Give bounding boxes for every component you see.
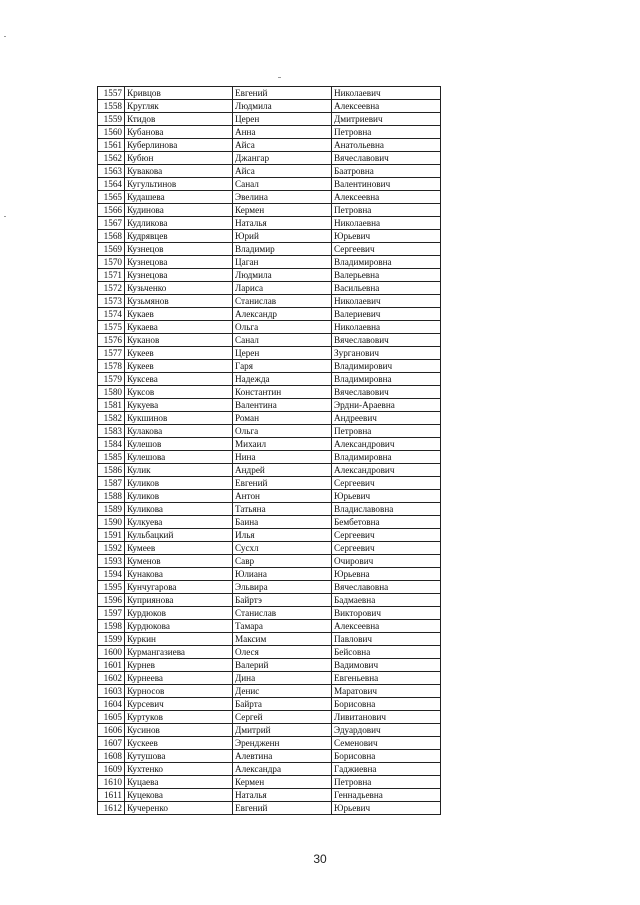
first-name-cell: Андрей: [233, 464, 332, 477]
row-number-cell: 1597: [98, 607, 125, 620]
table-row: [98, 763, 441, 776]
patronymic-cell: Евгеньевна: [332, 672, 441, 685]
surname-cell: Куцаева: [125, 776, 233, 789]
row-number-cell: 1608: [98, 750, 125, 763]
surname-cell: Кругляк: [125, 100, 233, 113]
first-name-cell: Джангар: [233, 152, 332, 165]
patronymic-cell: Николаевич: [332, 295, 441, 308]
table-row: [98, 139, 441, 152]
row-number-cell: 1576: [98, 334, 125, 347]
first-name-cell: Татьяна: [233, 503, 332, 516]
table-row: [98, 646, 441, 659]
row-number-cell: 1607: [98, 737, 125, 750]
row-number-cell: 1585: [98, 451, 125, 464]
table-row: [98, 269, 441, 282]
table-row: [98, 633, 441, 646]
first-name-cell: Надежда: [233, 373, 332, 386]
table-row: [98, 425, 441, 438]
first-name-cell: Евгений: [233, 802, 332, 815]
table-row: [98, 360, 441, 373]
patronymic-cell: Сергеевич: [332, 477, 441, 490]
table-row: [98, 581, 441, 594]
first-name-cell: Айса: [233, 139, 332, 152]
row-number-cell: 1589: [98, 503, 125, 516]
table-row: [98, 464, 441, 477]
first-name-cell: Илья: [233, 529, 332, 542]
table-row: [98, 542, 441, 555]
surname-cell: Кулешова: [125, 451, 233, 464]
patronymic-cell: Юрьевич: [332, 490, 441, 503]
table-row: [98, 438, 441, 451]
patronymic-cell: Вячеславовна: [332, 581, 441, 594]
patronymic-cell: Юрьевна: [332, 568, 441, 581]
row-number-cell: 1558: [98, 100, 125, 113]
row-number-cell: 1568: [98, 230, 125, 243]
surname-cell: Кукаева: [125, 321, 233, 334]
table-row: [98, 191, 441, 204]
surname-cell: Курнев: [125, 659, 233, 672]
table-row: [98, 334, 441, 347]
surname-cell: Куликова: [125, 503, 233, 516]
row-number-cell: 1580: [98, 386, 125, 399]
first-name-cell: Максим: [233, 633, 332, 646]
patronymic-cell: Сергеевич: [332, 542, 441, 555]
patronymic-cell: Маратович: [332, 685, 441, 698]
patronymic-cell: Андреевич: [332, 412, 441, 425]
row-number-cell: 1592: [98, 542, 125, 555]
surname-cell: Кудрявцев: [125, 230, 233, 243]
first-name-cell: Санал: [233, 178, 332, 191]
patronymic-cell: Владиславовна: [332, 503, 441, 516]
first-name-cell: Тамара: [233, 620, 332, 633]
row-number-cell: 1610: [98, 776, 125, 789]
patronymic-cell: Вадимович: [332, 659, 441, 672]
row-number-cell: 1573: [98, 295, 125, 308]
patronymic-cell: Ливитанович: [332, 711, 441, 724]
row-number-cell: 1566: [98, 204, 125, 217]
first-name-cell: Байртэ: [233, 594, 332, 607]
row-number-cell: 1577: [98, 347, 125, 360]
first-name-cell: Юлиана: [233, 568, 332, 581]
surname-cell: Кукеев: [125, 347, 233, 360]
patronymic-cell: Владимировна: [332, 256, 441, 269]
surname-cell: Кудинова: [125, 204, 233, 217]
first-name-cell: Баина: [233, 516, 332, 529]
table-row: [98, 802, 441, 815]
scan-speck: [278, 77, 281, 78]
table-row: [98, 516, 441, 529]
surname-cell: Кузнецова: [125, 256, 233, 269]
surname-cell: Кудашева: [125, 191, 233, 204]
row-number-cell: 1609: [98, 763, 125, 776]
surname-cell: Кульбацкий: [125, 529, 233, 542]
table-row: [98, 373, 441, 386]
patronymic-cell: Петровна: [332, 425, 441, 438]
surname-cell: Кускеев: [125, 737, 233, 750]
patronymic-cell: Петровна: [332, 126, 441, 139]
surname-cell: Кугультинов: [125, 178, 233, 191]
first-name-cell: Анна: [233, 126, 332, 139]
first-name-cell: Денис: [233, 685, 332, 698]
row-number-cell: 1564: [98, 178, 125, 191]
row-number-cell: 1611: [98, 789, 125, 802]
surname-cell: Курнеева: [125, 672, 233, 685]
row-number-cell: 1579: [98, 373, 125, 386]
row-number-cell: 1601: [98, 659, 125, 672]
first-name-cell: Валентина: [233, 399, 332, 412]
table-row: [98, 789, 441, 802]
surname-cell: Курсевич: [125, 698, 233, 711]
row-number-cell: 1599: [98, 633, 125, 646]
row-number-cell: 1559: [98, 113, 125, 126]
row-number-cell: 1562: [98, 152, 125, 165]
patronymic-cell: Александрович: [332, 438, 441, 451]
row-number-cell: 1581: [98, 399, 125, 412]
surname-cell: Куркин: [125, 633, 233, 646]
table-row: [98, 607, 441, 620]
patronymic-cell: Геннадьевна: [332, 789, 441, 802]
table-row: [98, 672, 441, 685]
table-row: [98, 737, 441, 750]
first-name-cell: Савр: [233, 555, 332, 568]
patronymic-cell: Анатольевна: [332, 139, 441, 152]
row-number-cell: 1563: [98, 165, 125, 178]
row-number-cell: 1588: [98, 490, 125, 503]
table-row: [98, 620, 441, 633]
first-name-cell: Санал: [233, 334, 332, 347]
surname-cell: Кукуева: [125, 399, 233, 412]
patronymic-cell: Николаевна: [332, 321, 441, 334]
first-name-cell: Сусхл: [233, 542, 332, 555]
table-row: [98, 256, 441, 269]
patronymic-cell: Зурганович: [332, 347, 441, 360]
table-row: [98, 230, 441, 243]
surname-cell: Кузнецова: [125, 269, 233, 282]
table-row: [98, 555, 441, 568]
row-number-cell: 1569: [98, 243, 125, 256]
row-number-cell: 1575: [98, 321, 125, 334]
row-number-cell: 1571: [98, 269, 125, 282]
patronymic-cell: Александрович: [332, 464, 441, 477]
table-row: [98, 295, 441, 308]
patronymic-cell: Дмитриевич: [332, 113, 441, 126]
surname-cell: Курдюков: [125, 607, 233, 620]
first-name-cell: Валерий: [233, 659, 332, 672]
first-name-cell: Людмила: [233, 100, 332, 113]
row-number-cell: 1598: [98, 620, 125, 633]
row-number-cell: 1586: [98, 464, 125, 477]
first-name-cell: Ольга: [233, 425, 332, 438]
first-name-cell: Константин: [233, 386, 332, 399]
surname-cell: Кривцов: [125, 87, 233, 100]
table-row: [98, 152, 441, 165]
table-row: [98, 178, 441, 191]
surname-cell: Курносов: [125, 685, 233, 698]
table-row: [98, 529, 441, 542]
surname-cell: Кулик: [125, 464, 233, 477]
row-number-cell: 1587: [98, 477, 125, 490]
patronymic-cell: Бейсовна: [332, 646, 441, 659]
patronymic-cell: Борисовна: [332, 750, 441, 763]
table-row: [98, 165, 441, 178]
first-name-cell: Дмитрий: [233, 724, 332, 737]
patronymic-cell: Вячеславович: [332, 386, 441, 399]
surname-cell: Куликов: [125, 490, 233, 503]
patronymic-cell: Валентинович: [332, 178, 441, 191]
first-name-cell: Кермен: [233, 204, 332, 217]
surname-cell: Кудликова: [125, 217, 233, 230]
first-name-cell: Евгений: [233, 87, 332, 100]
surname-cell: Кукеев: [125, 360, 233, 373]
patronymic-cell: Павлович: [332, 633, 441, 646]
patronymic-cell: Сергеевич: [332, 529, 441, 542]
first-name-cell: Роман: [233, 412, 332, 425]
surname-cell: Куканов: [125, 334, 233, 347]
table-row: [98, 204, 441, 217]
surname-cell: Кухтенко: [125, 763, 233, 776]
first-name-cell: Эрендженн: [233, 737, 332, 750]
roster-table-body: [98, 87, 441, 815]
first-name-cell: Евгений: [233, 477, 332, 490]
surname-cell: Куменов: [125, 555, 233, 568]
surname-cell: Кузнецов: [125, 243, 233, 256]
table-row: [98, 347, 441, 360]
patronymic-cell: Юрьевич: [332, 230, 441, 243]
patronymic-cell: Юрьевич: [332, 802, 441, 815]
row-number-cell: 1604: [98, 698, 125, 711]
patronymic-cell: Бадмаевна: [332, 594, 441, 607]
first-name-cell: Олеся: [233, 646, 332, 659]
row-number-cell: 1560: [98, 126, 125, 139]
row-number-cell: 1567: [98, 217, 125, 230]
patronymic-cell: Борисовна: [332, 698, 441, 711]
table-row: [98, 282, 441, 295]
first-name-cell: Цаган: [233, 256, 332, 269]
surname-cell: Курмангазиева: [125, 646, 233, 659]
row-number-cell: 1565: [98, 191, 125, 204]
first-name-cell: Эльвира: [233, 581, 332, 594]
first-name-cell: Кермен: [233, 776, 332, 789]
row-number-cell: 1602: [98, 672, 125, 685]
patronymic-cell: Вячеславович: [332, 334, 441, 347]
patronymic-cell: Владимировна: [332, 451, 441, 464]
surname-cell: Ктидов: [125, 113, 233, 126]
surname-cell: Кукаев: [125, 308, 233, 321]
first-name-cell: Нина: [233, 451, 332, 464]
surname-cell: Кунчугарова: [125, 581, 233, 594]
table-row: [98, 711, 441, 724]
surname-cell: Кубанова: [125, 126, 233, 139]
row-number-cell: 1591: [98, 529, 125, 542]
row-number-cell: 1596: [98, 594, 125, 607]
surname-cell: Курдюкова: [125, 620, 233, 633]
first-name-cell: Наталья: [233, 789, 332, 802]
row-number-cell: 1612: [98, 802, 125, 815]
row-number-cell: 1595: [98, 581, 125, 594]
first-name-cell: Наталья: [233, 217, 332, 230]
patronymic-cell: Николаевна: [332, 217, 441, 230]
first-name-cell: Дина: [233, 672, 332, 685]
first-name-cell: Станислав: [233, 607, 332, 620]
surname-cell: Кумеев: [125, 542, 233, 555]
patronymic-cell: Гаджиевна: [332, 763, 441, 776]
surname-cell: Куртуков: [125, 711, 233, 724]
patronymic-cell: Петровна: [332, 204, 441, 217]
table-row: [98, 321, 441, 334]
first-name-cell: Станислав: [233, 295, 332, 308]
row-number-cell: 1582: [98, 412, 125, 425]
row-number-cell: 1584: [98, 438, 125, 451]
row-number-cell: 1606: [98, 724, 125, 737]
page-number: 30: [313, 852, 327, 866]
surname-cell: Кулешов: [125, 438, 233, 451]
row-number-cell: 1557: [98, 87, 125, 100]
first-name-cell: Сергей: [233, 711, 332, 724]
surname-cell: Куксева: [125, 373, 233, 386]
row-number-cell: 1583: [98, 425, 125, 438]
surname-cell: Кузьченко: [125, 282, 233, 295]
patronymic-cell: Валерьевна: [332, 269, 441, 282]
surname-cell: Куцекова: [125, 789, 233, 802]
surname-cell: Куприянова: [125, 594, 233, 607]
table-row: [98, 594, 441, 607]
patronymic-cell: Семенович: [332, 737, 441, 750]
patronymic-cell: Васильевна: [332, 282, 441, 295]
table-row: [98, 503, 441, 516]
first-name-cell: Айса: [233, 165, 332, 178]
scan-speck: [4, 36, 6, 37]
table-row: [98, 477, 441, 490]
surname-cell: Куликов: [125, 477, 233, 490]
row-number-cell: 1603: [98, 685, 125, 698]
patronymic-cell: Эрдни-Араевна: [332, 399, 441, 412]
first-name-cell: Владимир: [233, 243, 332, 256]
patronymic-cell: Алексеевна: [332, 191, 441, 204]
patronymic-cell: Баатровна: [332, 165, 441, 178]
first-name-cell: Людмила: [233, 269, 332, 282]
table-row: [98, 87, 441, 100]
first-name-cell: Гаря: [233, 360, 332, 373]
patronymic-cell: Алексеевна: [332, 100, 441, 113]
row-number-cell: 1593: [98, 555, 125, 568]
first-name-cell: Александр: [233, 308, 332, 321]
patronymic-cell: Бембетовна: [332, 516, 441, 529]
table-row: [98, 100, 441, 113]
roster-table: [97, 86, 441, 815]
first-name-cell: Михаил: [233, 438, 332, 451]
table-row: [98, 113, 441, 126]
row-number-cell: 1561: [98, 139, 125, 152]
surname-cell: Кукшинов: [125, 412, 233, 425]
table-row: [98, 126, 441, 139]
first-name-cell: Эвелина: [233, 191, 332, 204]
patronymic-cell: Валериевич: [332, 308, 441, 321]
patronymic-cell: Владимирович: [332, 360, 441, 373]
surname-cell: Кучеренко: [125, 802, 233, 815]
scan-speck: [4, 216, 6, 217]
patronymic-cell: Алексеевна: [332, 620, 441, 633]
table-row: [98, 568, 441, 581]
first-name-cell: Ольга: [233, 321, 332, 334]
row-number-cell: 1570: [98, 256, 125, 269]
first-name-cell: Лариса: [233, 282, 332, 295]
first-name-cell: Юрий: [233, 230, 332, 243]
table-row: [98, 217, 441, 230]
patronymic-cell: Вячеславович: [332, 152, 441, 165]
surname-cell: Кунакова: [125, 568, 233, 581]
surname-cell: Кулкуева: [125, 516, 233, 529]
patronymic-cell: Сергеевич: [332, 243, 441, 256]
first-name-cell: Антон: [233, 490, 332, 503]
table-row: [98, 750, 441, 763]
first-name-cell: Церен: [233, 347, 332, 360]
table-row: [98, 412, 441, 425]
table-row: [98, 308, 441, 321]
first-name-cell: Александра: [233, 763, 332, 776]
first-name-cell: Церен: [233, 113, 332, 126]
surname-cell: Куберлинова: [125, 139, 233, 152]
table-row: [98, 698, 441, 711]
surname-cell: Кубюн: [125, 152, 233, 165]
patronymic-cell: Петровна: [332, 776, 441, 789]
table-row: [98, 776, 441, 789]
table-row: [98, 451, 441, 464]
table-row: [98, 490, 441, 503]
table-row: [98, 386, 441, 399]
row-number-cell: 1572: [98, 282, 125, 295]
surname-cell: Кулакова: [125, 425, 233, 438]
surname-cell: Куксов: [125, 386, 233, 399]
row-number-cell: 1578: [98, 360, 125, 373]
surname-cell: Кувакова: [125, 165, 233, 178]
surname-cell: Кусинов: [125, 724, 233, 737]
patronymic-cell: Владимировна: [332, 373, 441, 386]
first-name-cell: Байрта: [233, 698, 332, 711]
row-number-cell: 1605: [98, 711, 125, 724]
table-row: [98, 399, 441, 412]
row-number-cell: 1590: [98, 516, 125, 529]
patronymic-cell: Николаевич: [332, 87, 441, 100]
table-row: [98, 659, 441, 672]
patronymic-cell: Очирович: [332, 555, 441, 568]
surname-cell: Кузьмянов: [125, 295, 233, 308]
table-row: [98, 685, 441, 698]
patronymic-cell: Викторович: [332, 607, 441, 620]
patronymic-cell: Эдуардович: [332, 724, 441, 737]
row-number-cell: 1600: [98, 646, 125, 659]
table-row: [98, 724, 441, 737]
row-number-cell: 1574: [98, 308, 125, 321]
row-number-cell: 1594: [98, 568, 125, 581]
first-name-cell: Алевтина: [233, 750, 332, 763]
surname-cell: Кутушова: [125, 750, 233, 763]
table-row: [98, 243, 441, 256]
